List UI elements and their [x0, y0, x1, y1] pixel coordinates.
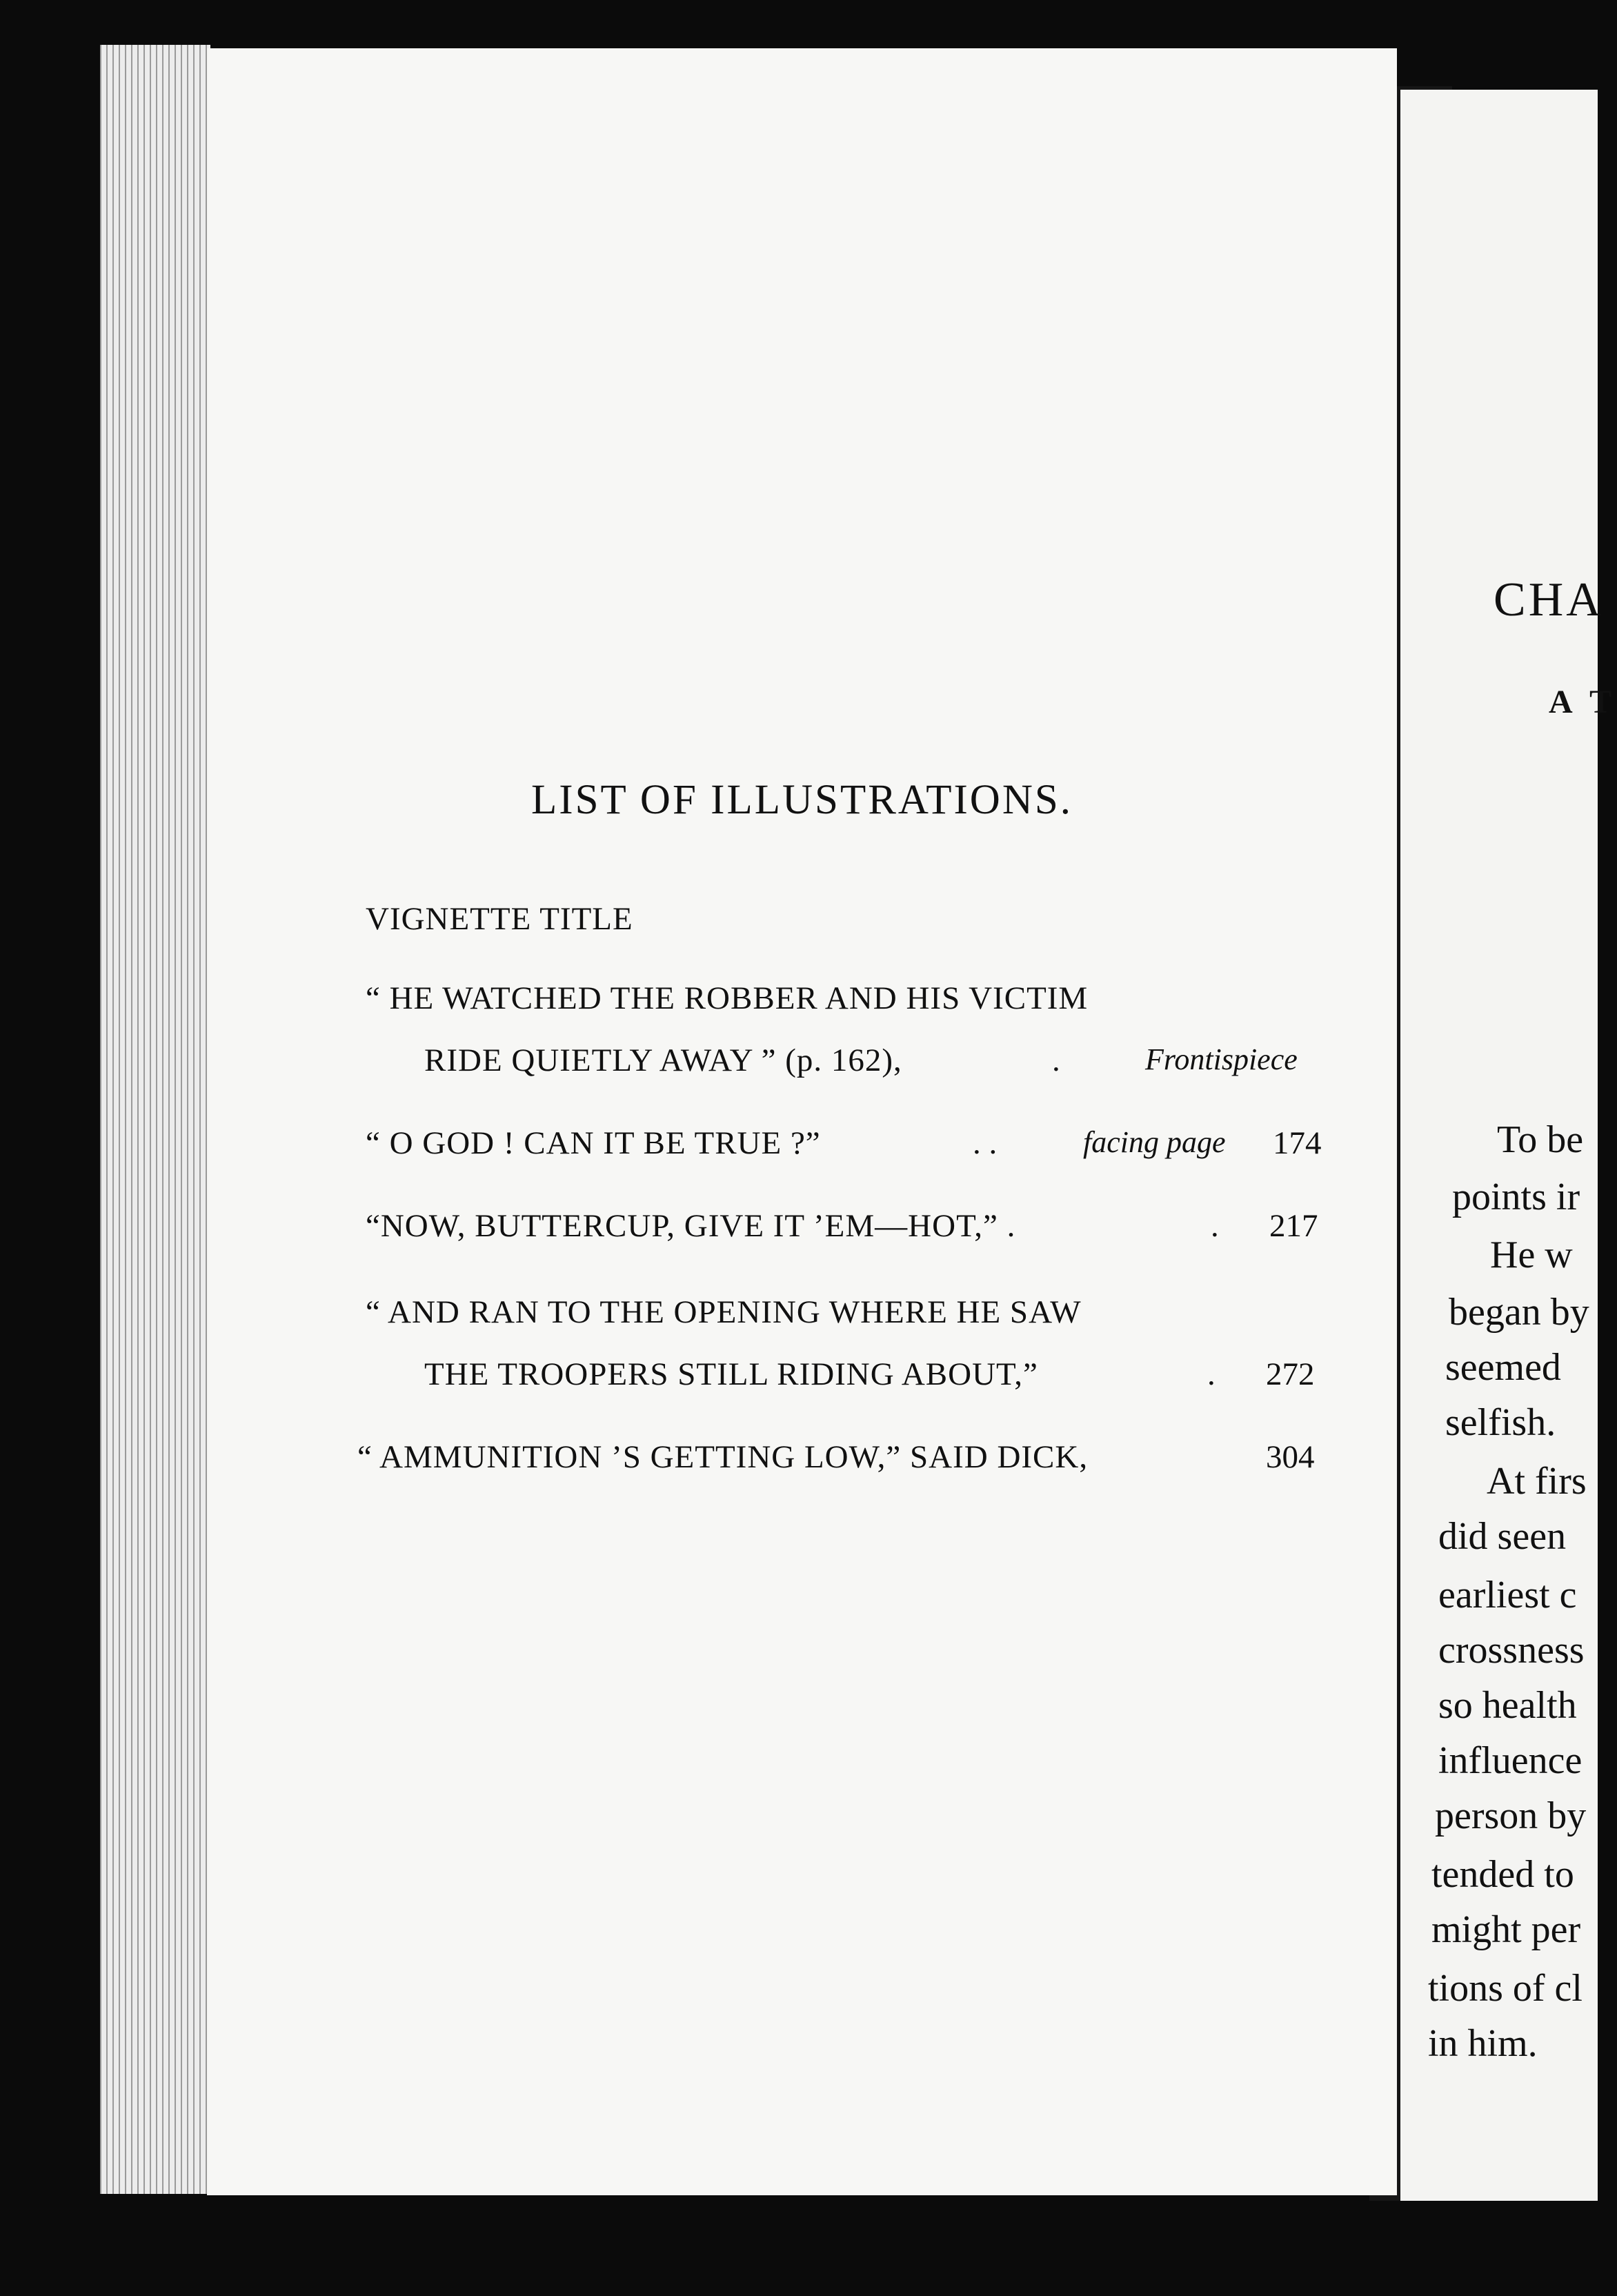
illustration-entry — [366, 900, 633, 938]
entry-reference: facing page — [1083, 1125, 1226, 1159]
left-page — [207, 48, 1397, 2195]
right-page — [1400, 90, 1617, 2201]
right-page-line: in him. — [1428, 2022, 1538, 2065]
right-page-line: influence — [1438, 1739, 1583, 1782]
page-title: LIST OF ILLUSTRATIONS. — [531, 777, 1073, 823]
entry-page-number: 174 — [1273, 1125, 1322, 1161]
right-page-line: tions of cl — [1428, 1967, 1583, 2010]
entry-page-number: 217 — [1269, 1208, 1318, 1244]
entry-page-number: 272 — [1266, 1356, 1315, 1392]
entry-leader: . — [1211, 1208, 1219, 1244]
right-page-line: seemed — [1445, 1346, 1561, 1389]
right-page-subheading: A T — [1549, 684, 1617, 720]
right-page-line: might per — [1431, 1908, 1581, 1951]
illustration-entry — [366, 1294, 1082, 1331]
entry-text: “NOW, BUTTERCUP, GIVE IT ’EM—HOT,” . — [366, 1208, 1016, 1244]
entry-text: RIDE QUIETLY AWAY ” (p. 162), — [424, 1042, 902, 1078]
entry-leader: . . — [973, 1125, 998, 1161]
entry-text: VIGNETTE TITLE — [366, 901, 633, 937]
entry-text: “ O GOD ! CAN IT BE TRUE ?” — [366, 1125, 821, 1161]
right-page-line: so health — [1438, 1684, 1577, 1727]
entry-text: THE TROOPERS STILL RIDING ABOUT,” — [424, 1356, 1038, 1392]
entry-text: “ AND RAN TO THE OPENING WHERE HE SAW — [366, 1294, 1082, 1330]
entry-text: “ HE WATCHED THE ROBBER AND HIS VICTIM — [366, 980, 1089, 1016]
illustration-entry — [366, 1125, 821, 1162]
entry-text: “ AMMUNITION ’S GETTING LOW,” SAID DICK, — [357, 1439, 1089, 1475]
right-page-line: did seen — [1438, 1515, 1567, 1558]
right-page-line: To be — [1497, 1118, 1584, 1161]
right-page-line: person by — [1435, 1794, 1587, 1837]
illustration-entry-continued — [424, 1356, 1038, 1393]
illustration-entry-continued — [424, 1042, 902, 1079]
illustration-entry — [357, 1438, 1088, 1476]
right-page-line: At firs — [1487, 1460, 1587, 1503]
right-page-line: points ir — [1452, 1176, 1580, 1218]
right-page-heading: CHA — [1494, 573, 1604, 626]
illustration-entry — [366, 980, 1088, 1017]
entry-reference: Frontispiece — [1145, 1042, 1298, 1076]
entry-page-number: 304 — [1266, 1439, 1315, 1475]
right-page-line: tended to — [1431, 1853, 1574, 1896]
right-page-line: selfish. — [1445, 1401, 1556, 1444]
right-page-line: began by — [1449, 1291, 1589, 1334]
right-page-line: He w — [1490, 1234, 1573, 1276]
right-page-line: earliest c — [1438, 1574, 1577, 1616]
entry-leader: . — [1207, 1356, 1216, 1392]
entry-leader: . — [1052, 1042, 1060, 1078]
right-page-line: crossness — [1438, 1629, 1585, 1672]
page-edges — [100, 45, 210, 2194]
illustration-entry — [366, 1207, 1015, 1245]
